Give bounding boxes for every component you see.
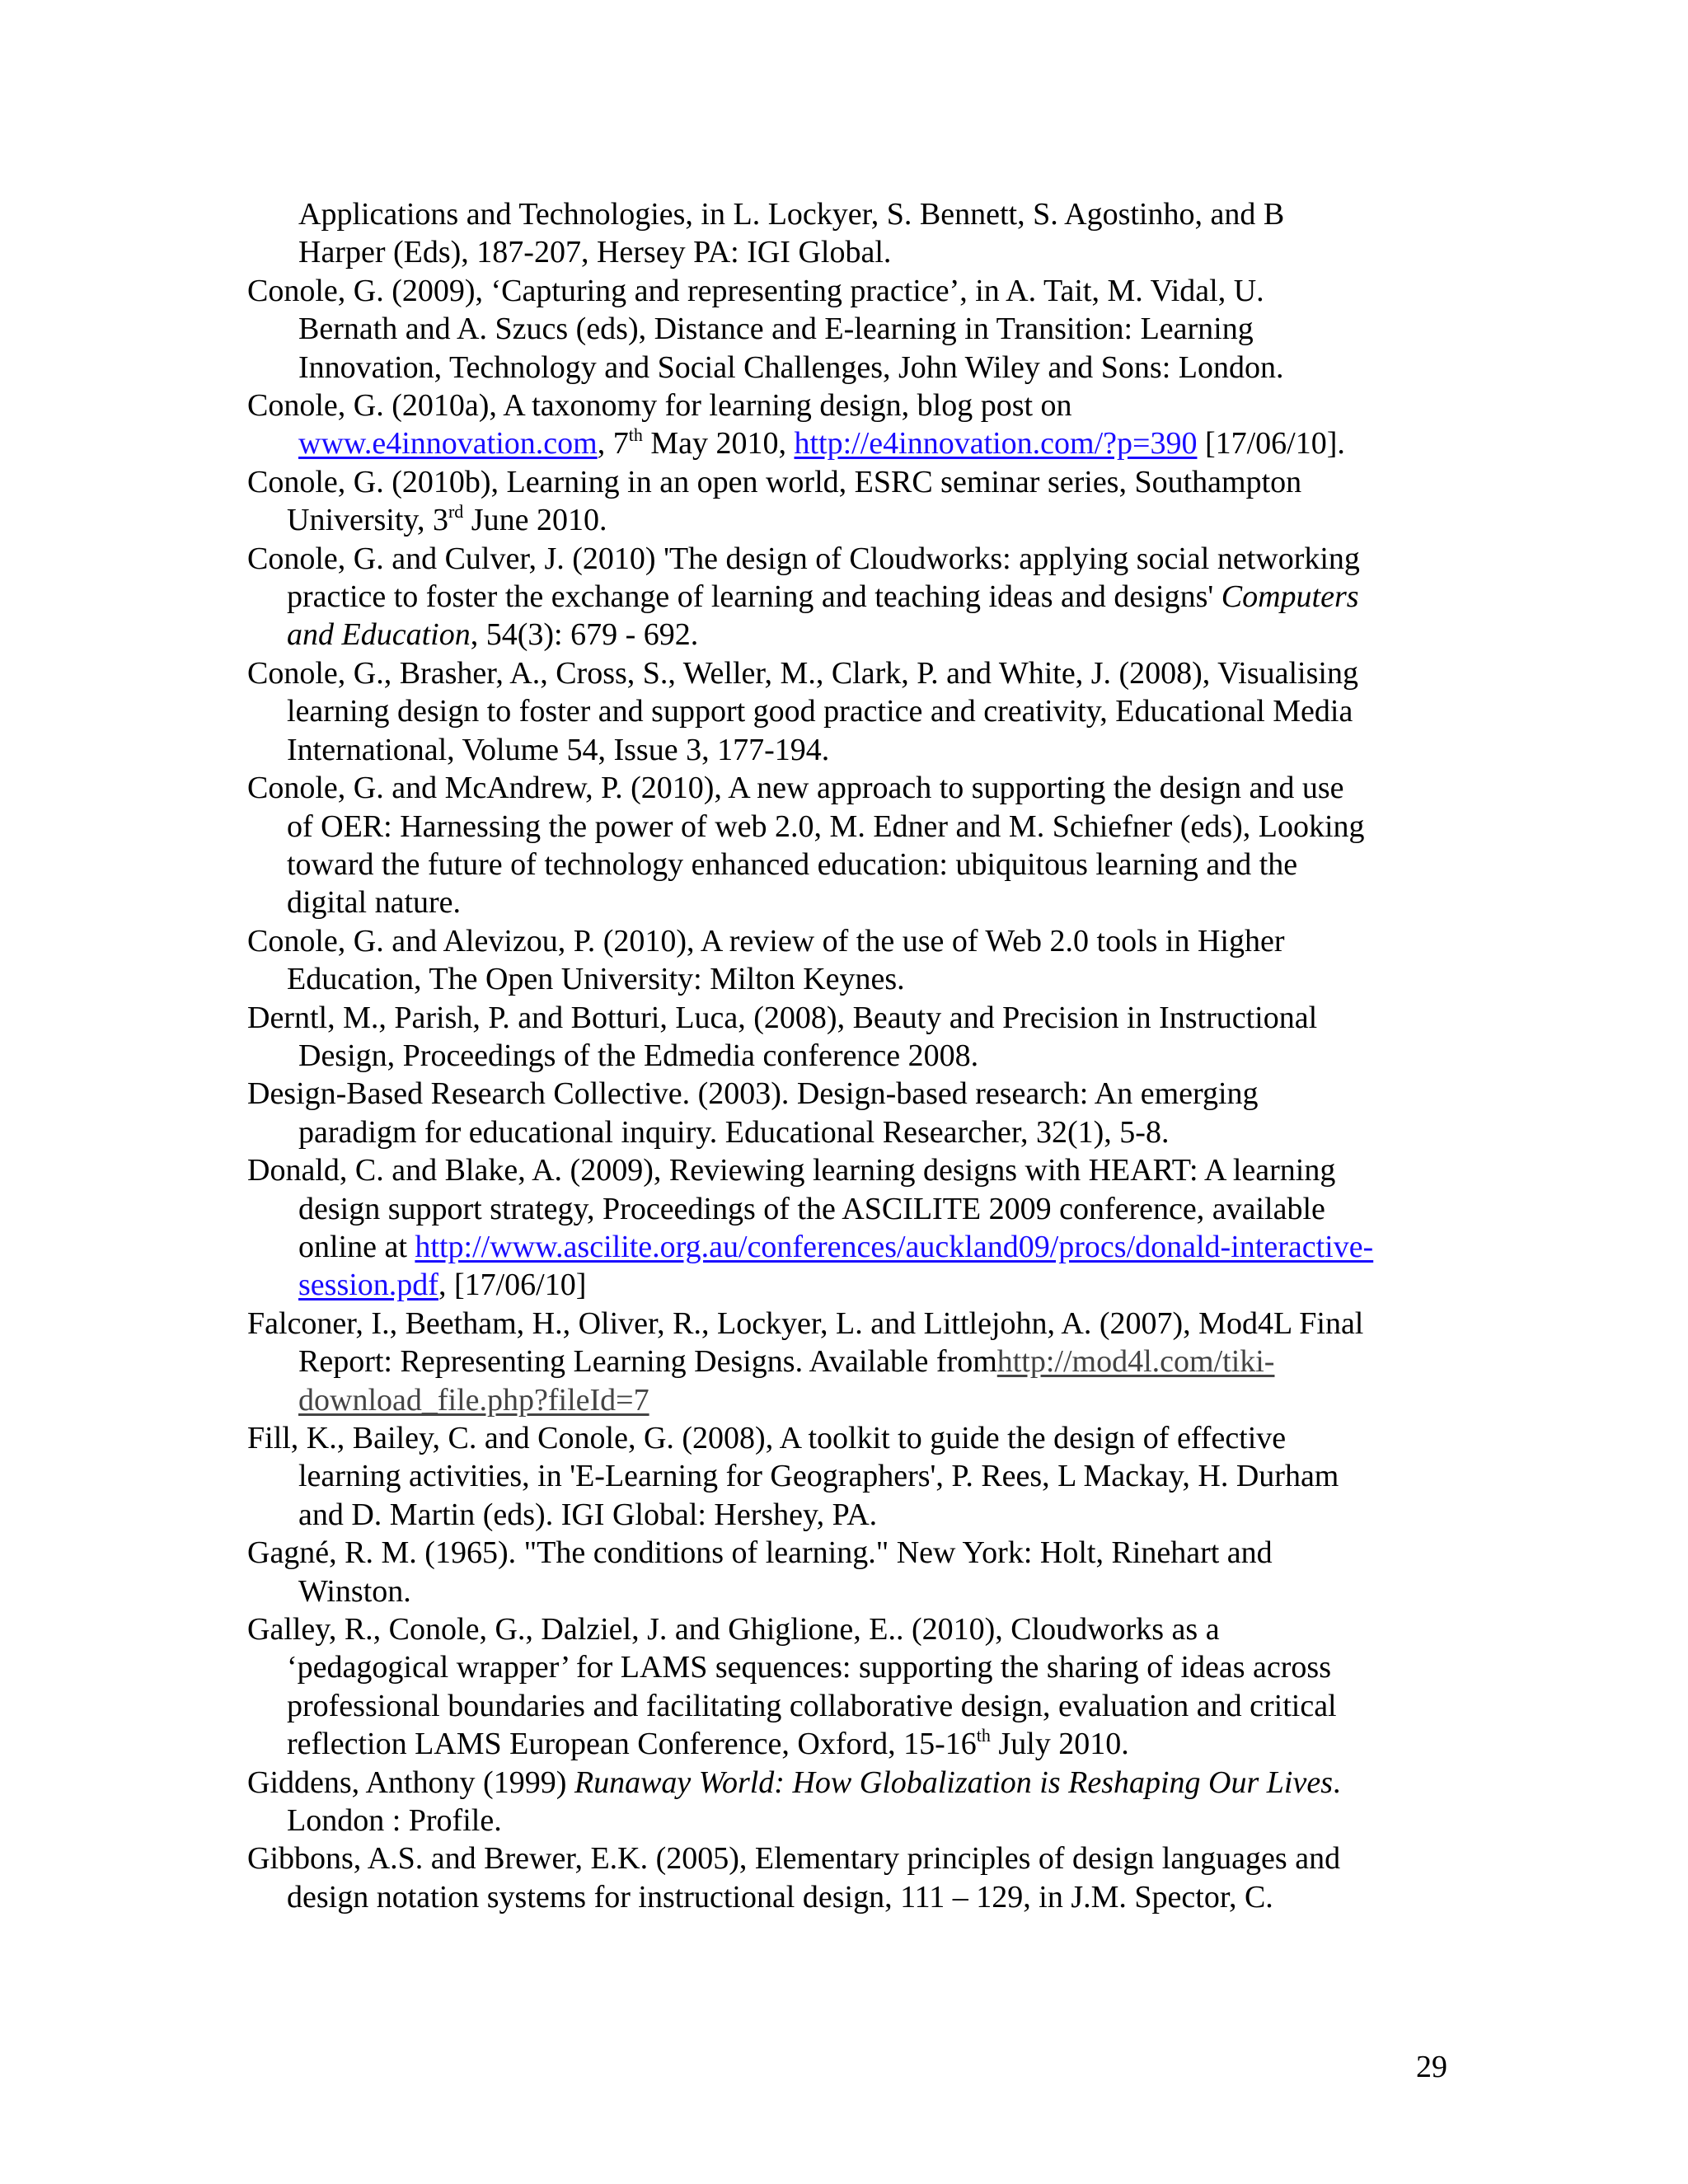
reference-line: Conole, G. (2010a), A taxonomy for learning design, blog post on [247,388,1072,424]
reference-line: ‘pedagogical wrapper’ for LAMS sequences: supporting the sharing of ideas across [287,1650,1331,1685]
reference-entry-conole-2009 [247,272,1451,387]
reference-entry-conole-2010a [247,387,1451,463]
reference-line: Gagné, R. M. (1965). "The conditions of learning." New York: Holt, Rinehart and [247,1535,1273,1571]
reference-line: and Education, 54(3): 679 - 692. [287,617,699,653]
reference-line: Design, Proceedings of the Edmedia conference 2008. [298,1038,979,1073]
reference-line: www.e4innovation.com, 7th May 2010, http://e4innovation.com/?p=390 [17/06/10]. [298,424,1345,462]
reference-line: Conole, G. and McAndrew, P. (2010), A new approach to supporting the design and use [247,771,1344,806]
reference-line: session.pdf, [17/06/10] [298,1268,587,1303]
link-ascilite-paper-continued[interactable]: session.pdf [298,1268,438,1303]
reference-line: design notation systems for instructional design, 111 – 129, in J.M. Spector, C. [287,1879,1273,1915]
reference-line: Falconer, I., Beetham, H., Oliver, R., Lockyer, L. and Littlejohn, A. (2007), Mod4L Final [247,1305,1364,1341]
reference-line: International, Volume 54, Issue 3, 177-194. [287,732,830,767]
reference-line: toward the future of technology enhanced education: ubiquitous learning and the [287,846,1298,882]
reference-line: Harper (Eds), 187-207, Hersey PA: IGI Global. [298,235,892,270]
link-ascilite-paper[interactable]: http://www.ascilite.org.au/conferences/auckland09/procs/donald-interactive- [415,1229,1374,1264]
reference-line: learning activities, in 'E-Learning for Geographers', P. Rees, L Mackay, H. Durham [298,1459,1339,1494]
reference-entry-giddens [247,1764,1451,1840]
reference-line: Conole, G. and Alevizou, P. (2010), A review of the use of Web 2.0 tools in Higher [247,923,1285,958]
reference-line: Fill, K., Bailey, C. and Conole, G. (2008), A toolkit to guide the design of effective [247,1421,1287,1455]
page-number: 29 [1416,2050,1447,2084]
reference-line: and D. Martin (eds). IGI Global: Hershey, PA. [298,1497,878,1532]
reference-line: Conole, G. (2010b), Learning in an open world, ESRC seminar series, Southampton [247,464,1302,499]
reference-entry-conole-alevizou [247,922,1451,999]
reference-line: University, 3rd June 2010. [287,501,607,538]
reference-entry-conole-mcandrew [247,769,1451,922]
reference-entry-continuation [247,195,1451,272]
link-mod4l-download[interactable]: http://mod4l.com/tiki- [996,1344,1275,1380]
reference-entry-galley [247,1610,1451,1764]
reference-line: Donald, C. and Blake, A. (2009), Reviewing learning designs with HEART: A learning [247,1153,1336,1188]
reference-line: paradigm for educational inquiry. Educational Researcher, 32(1), 5-8. [298,1114,1170,1150]
reference-line: Conole, G. and Culver, J. (2010) 'The design of Cloudworks: applying social networking [247,541,1360,576]
reference-line: Galley, R., Conole, G., Dalziel, J. and Ghiglione, E.. (2010), Cloudworks as a [247,1612,1220,1647]
reference-entry-conole-2010b [247,463,1451,540]
reference-line: of OER: Harnessing the power of web 2.0, M. Edner and M. Schiefner (eds), Looking [287,808,1365,844]
reference-entry-gagne [247,1534,1451,1610]
reference-line: Giddens, Anthony (1999) Runaway World: How Globalization is Reshaping Our Lives. [247,1765,1341,1800]
reference-line: Conole, G. (2009), ‘Capturing and representing practice’, in A. Tait, M. Vidal, U. [247,273,1264,308]
reference-line: learning design to foster and support good practice and creativity, Educational Media [287,694,1353,729]
reference-line: London : Profile. [287,1803,502,1839]
reference-entry-derntl [247,999,1451,1076]
reference-line: Conole, G., Brasher, A., Cross, S., Weller, M., Clark, P. and White, J. (2008), Visualising [247,655,1358,691]
reference-line: practice to foster the exchange of learning and teaching ideas and designs' Computers [287,579,1359,615]
reference-line: Innovation, Technology and Social Challenges, John Wiley and Sons: London. [298,349,1284,385]
reference-line: design support strategy, Proceedings of the ASCILITE 2009 conference, available [298,1191,1325,1226]
reference-line: online at http://www.ascilite.org.au/conferences/auckland09/procs/donald-interactive- [298,1229,1374,1264]
link-e4innovation-post[interactable]: http://e4innovation.com/?p=390 [794,426,1198,462]
reference-line: professional boundaries and facilitating collaborative design, evaluation and critical [287,1688,1337,1723]
link-mod4l-download-continued[interactable]: download_file.php?fileId=7 [298,1382,649,1418]
reference-line: Winston. [298,1573,411,1609]
reference-line: Design-Based Research Collective. (2003). Design-based research: An emerging [247,1076,1259,1112]
reference-line: reflection LAMS European Conference, Oxford, 15-16th July 2010. [287,1725,1129,1762]
reference-line: Derntl, M., Parish, P. and Botturi, Luca, (2008), Beauty and Precision in Instructional [247,1000,1318,1035]
link-e4innovation-home[interactable]: www.e4innovation.com [298,426,598,462]
reference-line: digital nature. [287,885,462,921]
reference-entry-design-based-research [247,1075,1451,1151]
reference-line: Education, The Open University: Milton Keynes. [287,962,905,997]
reference-line: Bernath and A. Szucs (eds), Distance and E-learning in Transition: Learning [298,312,1254,347]
reference-entry-gibbons [247,1840,1451,1916]
reference-list [247,195,1451,1916]
reference-entry-falconer [247,1305,1451,1419]
reference-line: Report: Representing Learning Designs. Available fromhttp://mod4l.com/tiki- [298,1344,1275,1380]
reference-line [247,1381,1451,1419]
reference-entry-conole-culver [247,540,1451,654]
reference-line: Gibbons, A.S. and Brewer, E.K. (2005), Elementary principles of design languages and [247,1841,1341,1877]
reference-entry-fill [247,1419,1451,1534]
reference-entry-donald [247,1151,1451,1305]
reference-line: Applications and Technologies, in L. Lockyer, S. Bennett, S. Agostinho, and B [298,197,1285,232]
reference-entry-conole-brasher [247,654,1451,769]
